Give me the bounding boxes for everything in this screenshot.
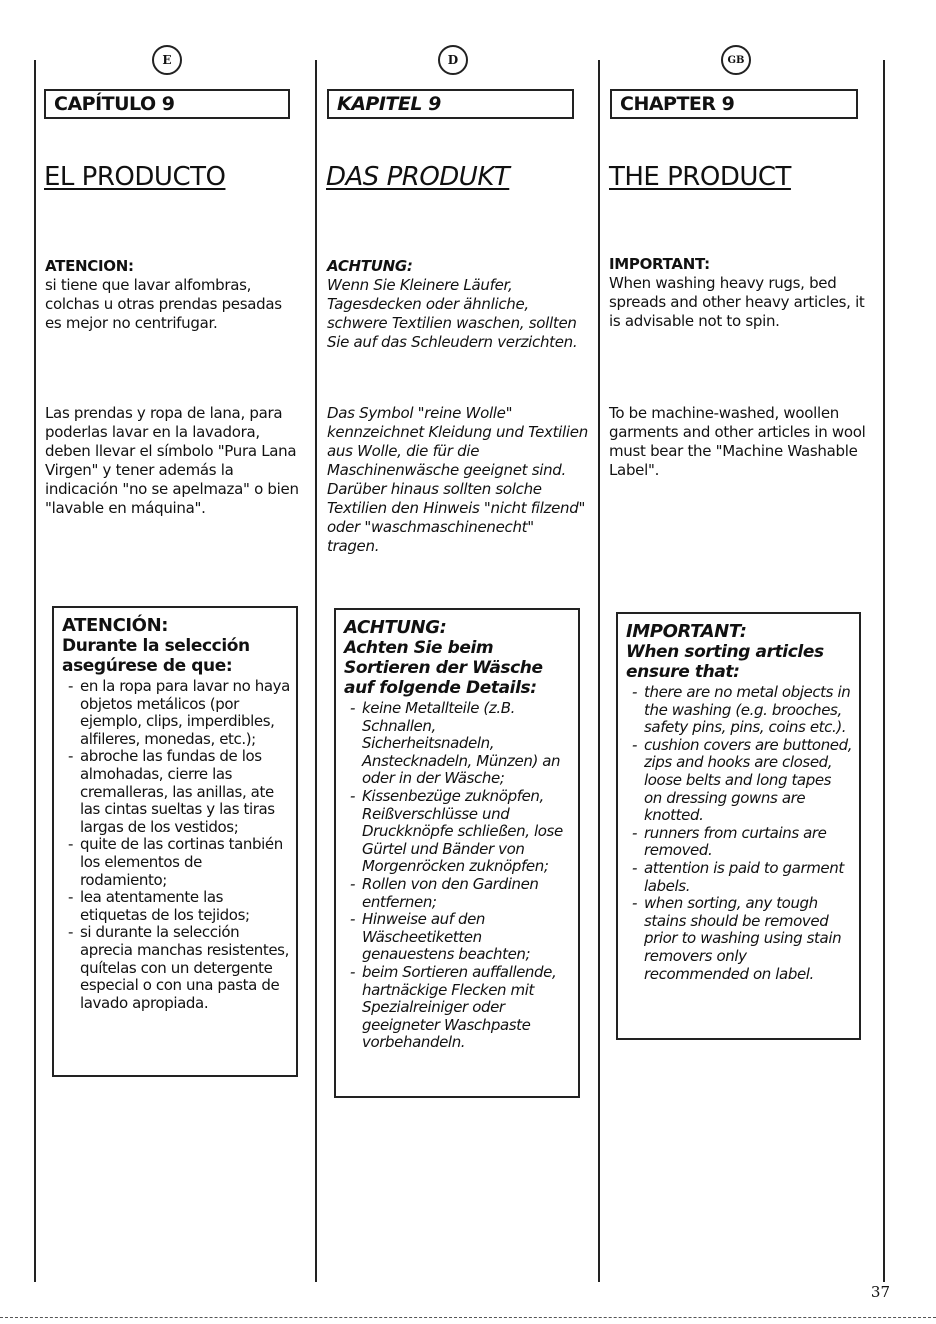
wool-paragraph-spanish bbox=[45, 404, 301, 518]
note-body: When washing heavy rugs, bed spreads and other heavy articles, it is advisable not to spin. bbox=[609, 274, 865, 330]
list-item: - beim Sortieren auffallende, hartnäckige Flecken mit Spezialreiniger oder geeigneter Waschpaste vorbehandeln. bbox=[344, 964, 572, 1052]
list-item: - en la ropa para lavar no haya objetos metálicos (por ejemplo, clips, imperdibles, alfileres, monedas, etc.); bbox=[62, 678, 290, 748]
box-heading: IMPORTANT: bbox=[626, 621, 747, 642]
language-badge-english: GB bbox=[721, 45, 751, 75]
box-subheading: When sorting articles ensure that: bbox=[626, 642, 824, 682]
wool-paragraph-text: Das Symbol "reine Wolle" kennzeichnet Kleidung und Textilien aus Wolle, die für die Maschinenwäsche geeignet sind. Darüber hinaus sollten solche Textilien den Hinweis "nicht filzend" oder "waschmaschinenecht" tragen. bbox=[327, 404, 588, 555]
sorting-box-spanish bbox=[52, 606, 298, 1077]
section-title-english: THE PRODUCT bbox=[609, 162, 791, 192]
column-rule-4 bbox=[883, 60, 885, 1282]
sorting-list bbox=[626, 684, 853, 983]
note-spanish bbox=[45, 257, 301, 333]
list-item: - quite de las cortinas tanbién los elementos de rodamiento; bbox=[62, 836, 290, 889]
sorting-list bbox=[62, 678, 290, 1012]
list-item: - Kissenbezüge zuknöpfen, Reißverschlüsse und Druckknöpfe schließen, lose Gürtel und Bänder von Morgenröcken zuknöpfen; bbox=[344, 788, 572, 876]
list-item: - Rollen von den Gardinen entfernen; bbox=[344, 876, 572, 911]
box-subheading: Durante la selección asegúrese de que: bbox=[62, 636, 250, 676]
note-heading: ATENCION: bbox=[45, 257, 134, 275]
sorting-box-english bbox=[616, 612, 861, 1040]
wool-paragraph-german bbox=[327, 404, 589, 556]
bottom-rule bbox=[0, 1317, 936, 1318]
box-subheading: Achten Sie beim Sortieren der Wäsche auf folgende Details: bbox=[344, 638, 543, 698]
box-heading: ACHTUNG: bbox=[344, 617, 447, 638]
wool-paragraph-text: Las prendas y ropa de lana, para poderlas lavar en la lavadora, deben llevar el símbolo "Pura Lana Virgen" y tener además la indicación "no se apelmaza" o bien "lavable en máquina". bbox=[45, 404, 299, 517]
language-badge-german: D bbox=[438, 45, 468, 75]
chapter-heading-german: KAPITEL 9 bbox=[327, 89, 574, 119]
box-heading: ATENCIÓN: bbox=[62, 615, 169, 636]
list-item: - lea atentamente las etiquetas de los tejidos; bbox=[62, 889, 290, 924]
note-heading: ACHTUNG: bbox=[327, 257, 413, 275]
section-title-spanish: EL PRODUCTO bbox=[44, 162, 226, 192]
note-body: Wenn Sie Kleinere Läufer, Tagesdecken oder ähnliche, schwere Textilien waschen, sollten Sie auf das Schleudern verzichten. bbox=[327, 276, 578, 351]
chapter-heading-spanish: CAPÍTULO 9 bbox=[44, 89, 290, 119]
note-heading: IMPORTANT: bbox=[609, 255, 710, 273]
list-item: - cushion covers are buttoned, zips and hooks are closed, loose belts and long tapes on dressing gowns are knotted. bbox=[626, 737, 853, 825]
list-item: - si durante la selección aprecia manchas resistentes, quítelas con un detergente especial o con una pasta de lavado apropiada. bbox=[62, 924, 290, 1012]
list-item: - keine Metallteile (z.B. Schnallen, Sicherheitsnadeln, Anstecknadeln, Münzen) an oder in der Wäsche; bbox=[344, 700, 572, 788]
note-german bbox=[327, 257, 589, 352]
list-item: - abroche las fundas de los almohadas, cierre las cremalleras, las anillas, ate las cintas sueltas y las tiras largas de los vestidos; bbox=[62, 748, 290, 836]
list-item: - Hinweise auf den Wäscheetiketten genauestens beachten; bbox=[344, 911, 572, 964]
column-rule-1 bbox=[34, 60, 36, 1282]
chapter-heading-english: CHAPTER 9 bbox=[610, 89, 858, 119]
list-item: - there are no metal objects in the washing (e.g. brooches, safety pins, pins, coins etc.). bbox=[626, 684, 853, 737]
column-rule-3 bbox=[598, 60, 600, 1282]
note-english bbox=[609, 255, 871, 331]
language-badge-spanish: E bbox=[152, 45, 182, 75]
sorting-box-german bbox=[334, 608, 580, 1098]
section-title-german: DAS PRODUKT bbox=[326, 162, 510, 192]
list-item: - when sorting, any tough stains should be removed prior to washing using stain removers only recommended on label. bbox=[626, 895, 853, 983]
page-number: 37 bbox=[870, 1283, 890, 1301]
sorting-list bbox=[344, 700, 572, 1052]
column-rule-2 bbox=[315, 60, 317, 1282]
list-item: - runners from curtains are removed. bbox=[626, 825, 853, 860]
list-item: - attention is paid to garment labels. bbox=[626, 860, 853, 895]
wool-paragraph-english bbox=[609, 404, 871, 480]
wool-paragraph-text: To be machine-washed, woollen garments and other articles in wool must bear the "Machine Washable Label". bbox=[609, 404, 866, 479]
note-body: si tiene que lavar alfombras, colchas u otras prendas pesadas es mejor no centrifugar. bbox=[45, 276, 282, 332]
